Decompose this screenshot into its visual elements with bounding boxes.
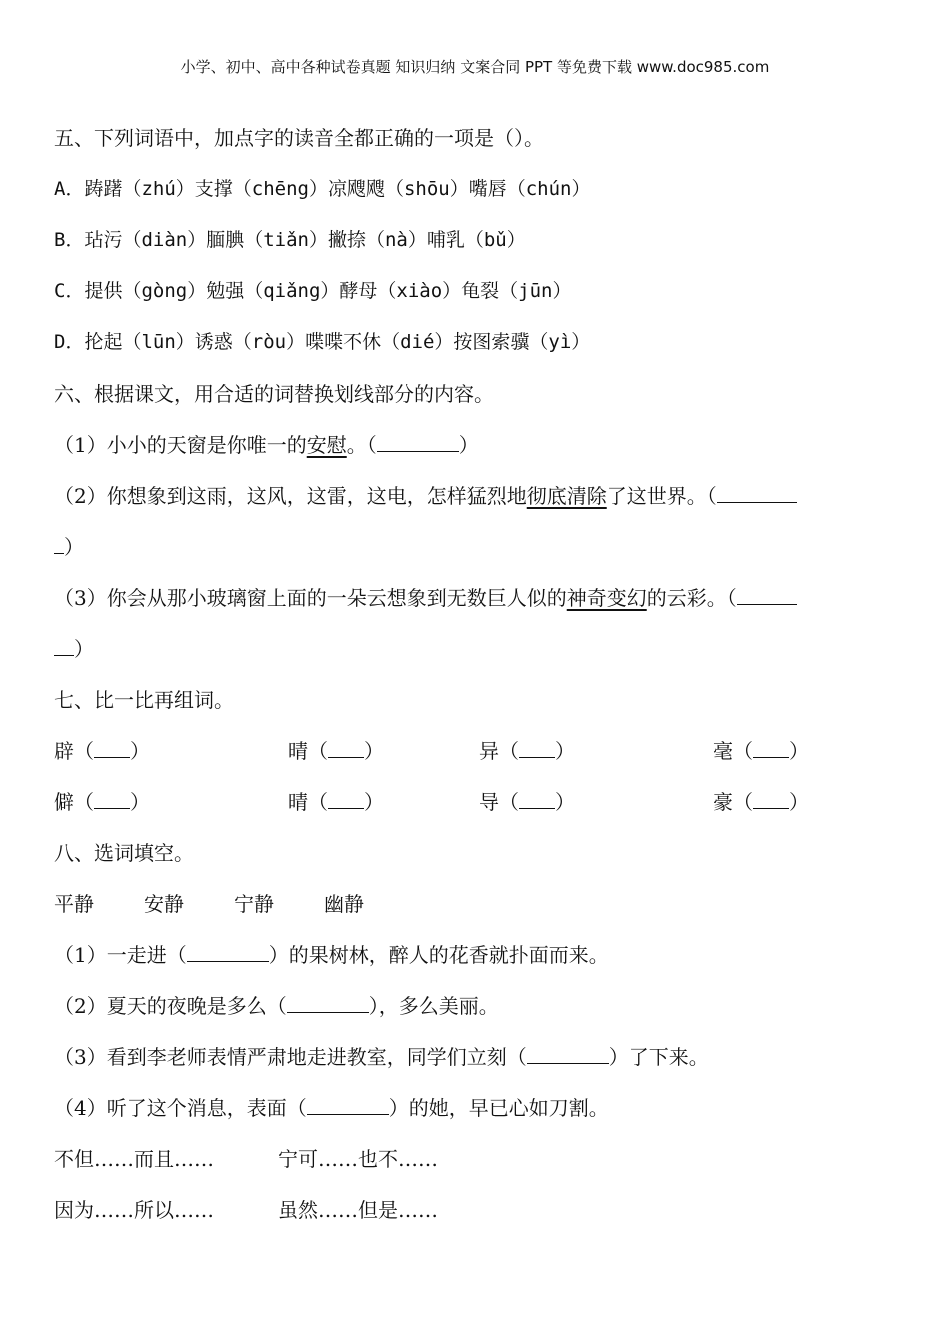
q7-r2-c1-label: 僻（ <box>54 790 94 814</box>
q7-r1-c4-close: ） <box>789 739 809 763</box>
q7-r1-c1-blank[interactable] <box>94 739 130 758</box>
q8-item-2 <box>54 994 499 1018</box>
q7-r2-c3-blank[interactable] <box>519 790 555 809</box>
q7-r1-c2-close: ） <box>364 739 384 763</box>
q8-item-2-pre: （2）夏天的夜晚是多么（ <box>54 994 287 1018</box>
q6-item-1-post: 。（ <box>346 433 377 457</box>
q5-option-c: C．提供（gòng）勉强（qiǎng）酵母（xiào）龟裂（jūn） <box>54 280 572 302</box>
q6-item-2 <box>54 484 797 508</box>
q8-pair-2-b: 虽然……但是…… <box>278 1198 438 1222</box>
q7-r1-c4-label: 毫（ <box>713 739 753 763</box>
q8-item-4-pre: （4）听了这个消息，表面（ <box>54 1096 307 1120</box>
q8-word-2: 安静 <box>144 892 184 916</box>
q6-item-1-close: ） <box>458 433 479 457</box>
q8-item-3 <box>54 1045 709 1069</box>
q7-r2-c2-label: 晴（ <box>288 790 328 814</box>
q7-r2-c4 <box>713 790 809 814</box>
q7-r1-c3-close: ） <box>555 739 575 763</box>
q8-pair-2-a: 因为……所以…… <box>54 1198 214 1222</box>
q6-item-1-pre: （1）小小的天窗是你唯一的 <box>54 433 307 457</box>
q6-item-2-close: ） <box>64 535 84 559</box>
q8-item-4 <box>54 1096 609 1120</box>
q7-r1-c4-blank[interactable] <box>753 739 789 758</box>
q8-item-3-blank[interactable] <box>527 1045 609 1064</box>
q6-item-3-blank[interactable] <box>737 586 797 605</box>
q8-item-4-post: ）的她，早已心如刀割。 <box>388 1096 609 1120</box>
q7-r2-c1-blank[interactable] <box>94 790 130 809</box>
q7-r1-c2-label: 晴（ <box>288 739 328 763</box>
q6-item-2-pre: （2）你想象到这雨，这风，这雷，这电，怎样猛烈地 <box>54 484 527 508</box>
q8-item-2-post: ），多么美丽。 <box>368 994 499 1018</box>
q6-item-3-underlined: 神奇变幻 <box>566 586 647 610</box>
q6-title: 六、根据课文，用合适的词替换划线部分的内容。 <box>54 382 494 406</box>
q7-r1-c3-label: 异（ <box>479 739 519 763</box>
q5-option-b: B．玷污（diàn）腼腆（tiǎn）撇捺（nà）哺乳（bǔ） <box>54 229 526 251</box>
q6-item-2-blank[interactable] <box>717 484 797 503</box>
q7-r1-c1 <box>54 739 150 763</box>
q8-item-1-blank[interactable] <box>187 943 269 962</box>
q7-r1-c2 <box>288 739 384 763</box>
q7-r2-c3 <box>479 790 575 814</box>
q8-word-4: 幽静 <box>324 892 364 916</box>
q8-title: 八、选词填空。 <box>54 841 194 865</box>
q7-r2-c3-close: ） <box>555 790 575 814</box>
q7-r2-c4-close: ） <box>789 790 809 814</box>
q5-option-a: A．踌躇（zhú）支撑（chēng）凉飕飕（shōu）嘴唇（chún） <box>54 178 591 200</box>
q6-item-1 <box>54 433 479 457</box>
q8-pair-1-b: 宁可……也不…… <box>278 1147 438 1171</box>
q8-item-4-blank[interactable] <box>307 1096 389 1115</box>
q8-item-1 <box>54 943 609 967</box>
q5-title: 五、下列词语中，加点字的读音全都正确的一项是（）。 <box>54 126 544 150</box>
q6-item-3 <box>54 586 797 610</box>
q7-r1-c3 <box>479 739 575 763</box>
q7-r2-c4-blank[interactable] <box>753 790 789 809</box>
q8-word-3: 宁静 <box>234 892 274 916</box>
q7-r2-c1 <box>54 790 150 814</box>
q8-pair-1-a: 不但……而且…… <box>54 1147 214 1171</box>
q5-option-d: D．抡起（lūn）诱惑（ròu）喋喋不休（dié）按图索骥（yì） <box>54 331 591 353</box>
q8-item-3-post: ）了下来。 <box>608 1045 709 1069</box>
q7-r1-c4 <box>713 739 809 763</box>
q7-r2-c2-close: ） <box>364 790 384 814</box>
q6-item-3-post: 的云彩。（ <box>646 586 737 610</box>
q7-r2-c1-close: ） <box>130 790 150 814</box>
q8-item-1-post: ）的果树林，醉人的花香就扑面而来。 <box>268 943 609 967</box>
q8-item-2-blank[interactable] <box>287 994 369 1013</box>
q6-item-3-blank-cont[interactable] <box>54 637 74 656</box>
q6-item-1-underlined: 安慰 <box>306 433 347 457</box>
q6-item-3-wrap <box>54 637 94 661</box>
q6-item-2-blank-cont[interactable] <box>54 535 64 554</box>
q6-item-2-underlined: 彻底清除 <box>526 484 607 508</box>
q6-item-1-blank[interactable] <box>377 433 459 452</box>
q6-item-3-close: ） <box>74 637 94 661</box>
q8-word-1: 平静 <box>54 892 94 916</box>
page-header: 小学、初中、高中各种试卷真题 知识归纳 文案合同 PPT 等免费下载 www.doc985.com <box>180 58 770 76</box>
q7-r2-c3-label: 导（ <box>479 790 519 814</box>
q7-r1-c1-close: ） <box>130 739 150 763</box>
q6-item-2-post: 了这世界。（ <box>606 484 717 508</box>
q7-r2-c4-label: 豪（ <box>713 790 753 814</box>
q8-item-1-pre: （1）一走进（ <box>54 943 187 967</box>
q7-r1-c3-blank[interactable] <box>519 739 555 758</box>
q7-r1-c1-label: 辟（ <box>54 739 94 763</box>
q7-title: 七、比一比再组词。 <box>54 688 234 712</box>
q7-r2-c2-blank[interactable] <box>328 790 364 809</box>
q6-item-2-wrap <box>54 535 84 559</box>
q8-item-3-pre: （3）看到李老师表情严肃地走进教室，同学们立刻（ <box>54 1045 527 1069</box>
q7-r1-c2-blank[interactable] <box>328 739 364 758</box>
q7-r2-c2 <box>288 790 384 814</box>
q6-item-3-pre: （3）你会从那小玻璃窗上面的一朵云想象到无数巨人似的 <box>54 586 567 610</box>
